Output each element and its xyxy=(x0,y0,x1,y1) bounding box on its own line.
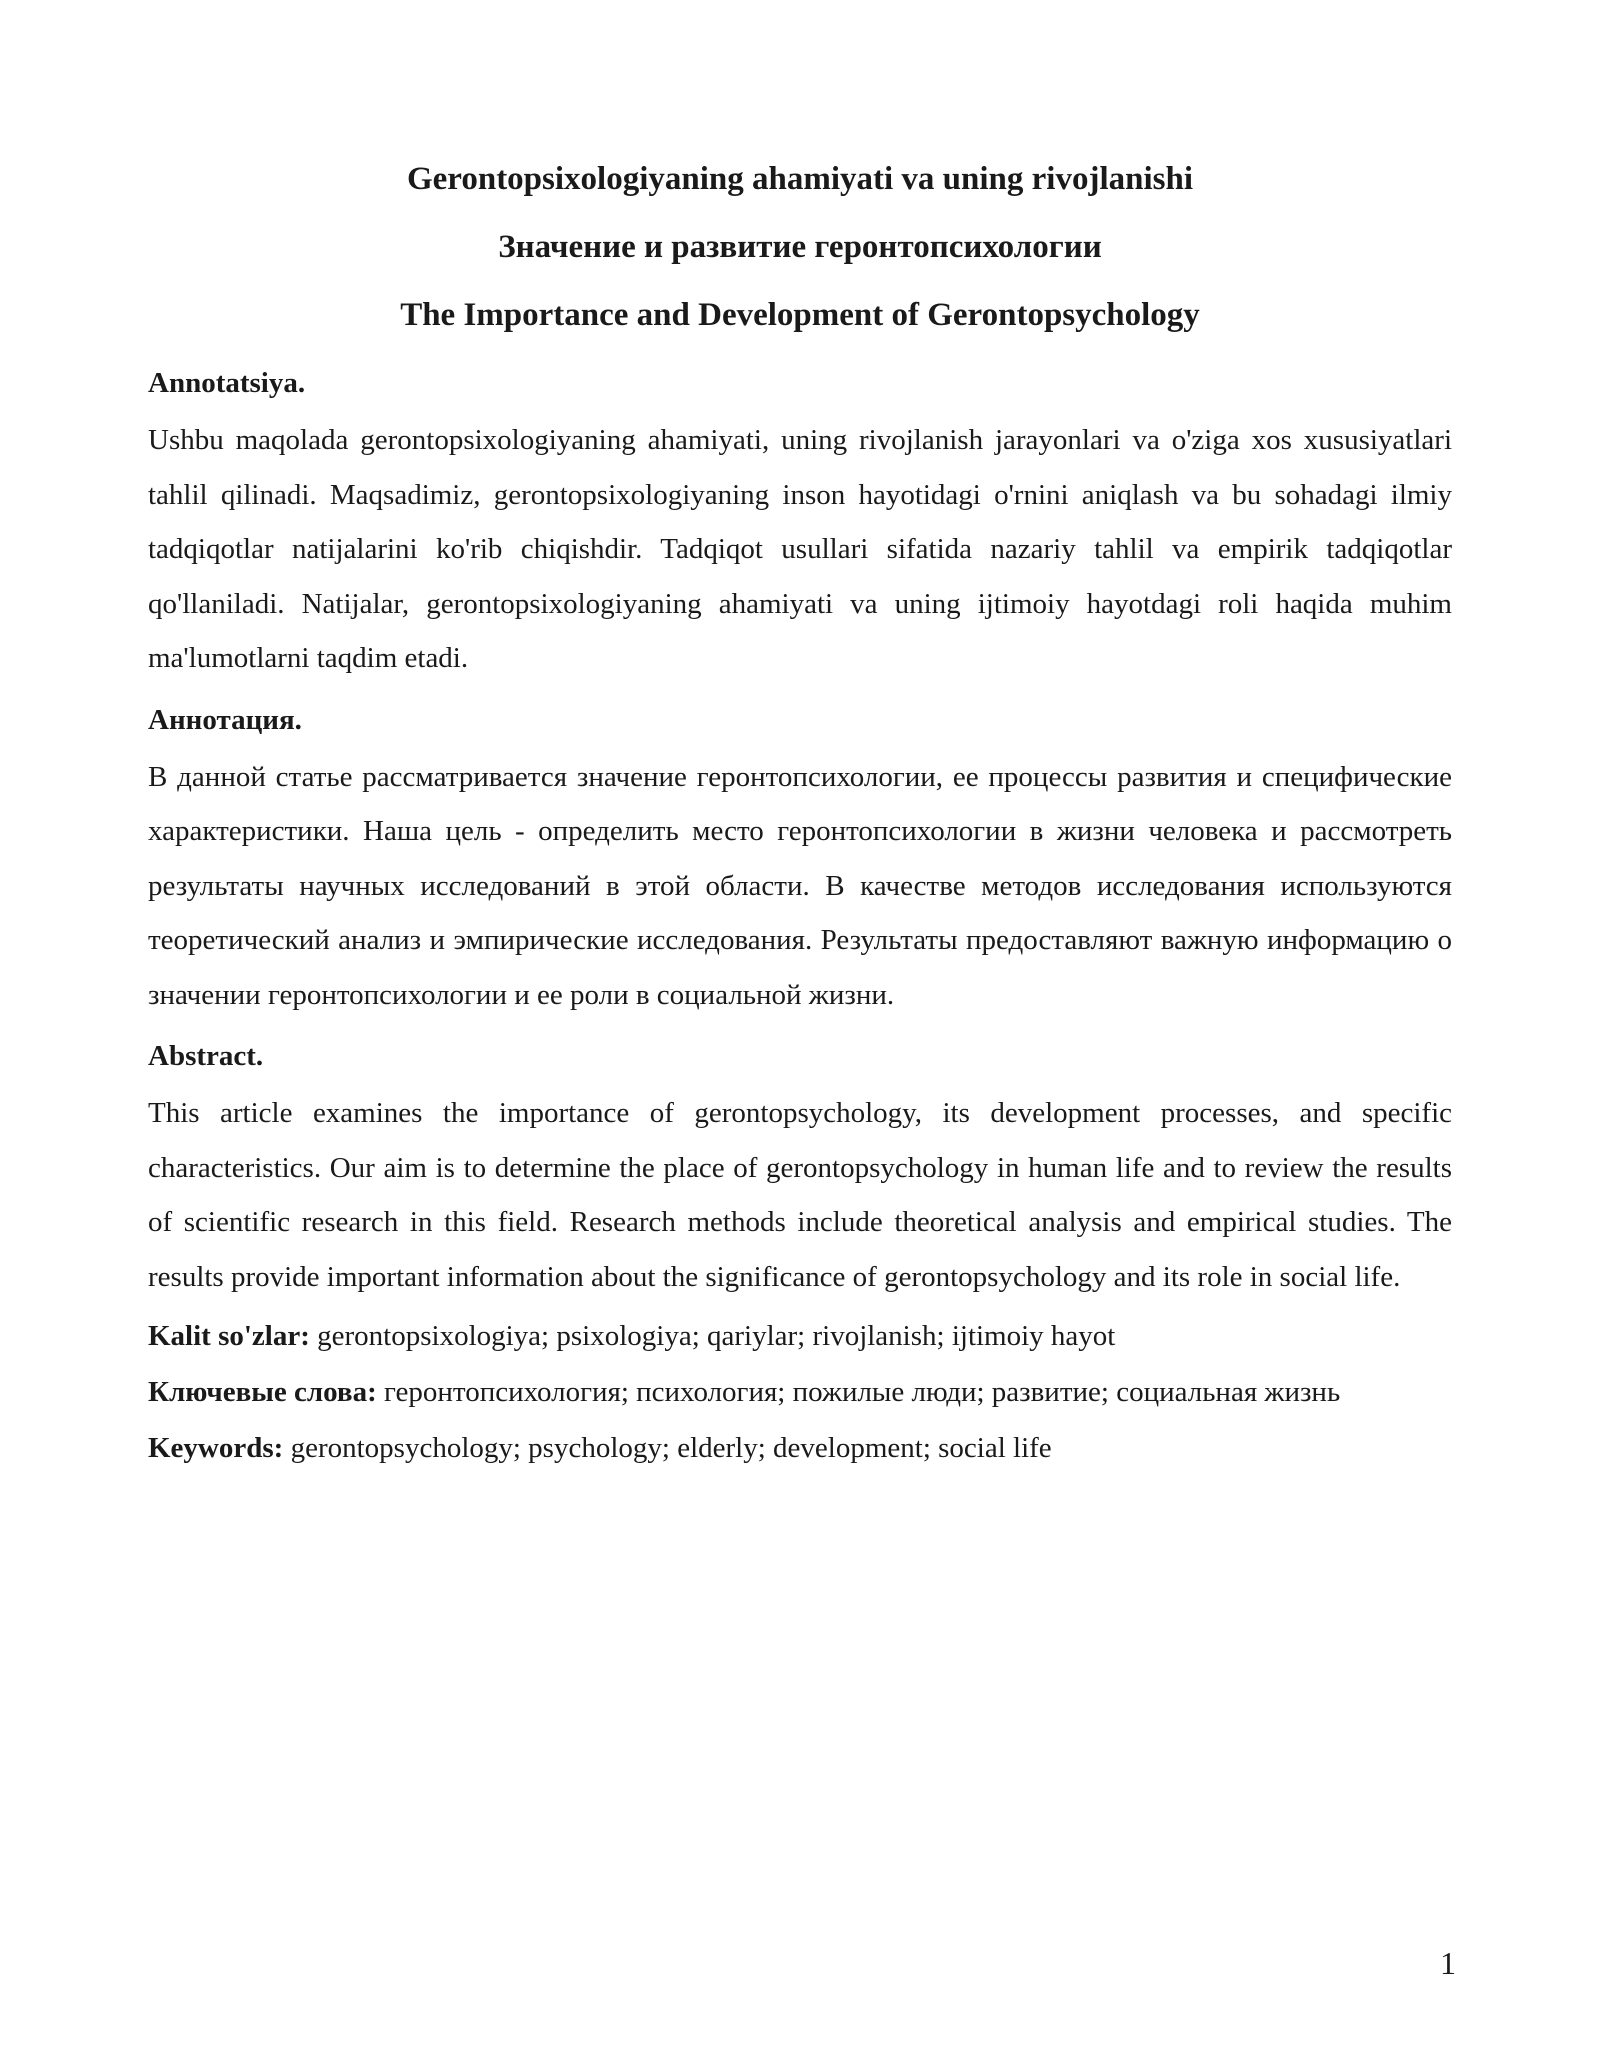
annotation-uzbek-text: Ushbu maqolada gerontopsixologiyaning ahamiyati, uning rivojlanish jarayonlari va o'ziga xos xususiyatlari tahlil qilinadi. Maqsadimiz, gerontopsixologiyaning inson hayotidagi o'rnini aniqlash va bu sohadagi ilmiy tadqiqotlar natijalarini ko'rib chiqishdir. Tadqiqot usullari sifatida nazariy tahlil va empirik tadqiqotlar qo'llaniladi. Natijalar, gerontopsixologiyaning ahamiyati va uning ijtimoiy hayotdagi roli haqida muhim ma'lumotlarni taqdim etadi. xyxy=(148,424,1452,674)
document-page xyxy=(148,145,1452,1476)
keywords-english xyxy=(148,1420,1452,1476)
keywords-uzbek-value: gerontopsixologiya; psixologiya; qariylar; rivojlanish; ijtimoiy hayot xyxy=(309,1320,1116,1352)
keywords-russian-value: геронтопсихология; психология; пожилые люди; развитие; социальная жизнь xyxy=(376,1376,1341,1408)
abstract-english-heading: Abstract. xyxy=(148,1040,264,1072)
keywords-uzbek xyxy=(148,1308,1452,1364)
annotation-uzbek-section xyxy=(148,363,1452,686)
keywords-section xyxy=(148,1308,1452,1476)
title-english: The Importance and Development of Gerontopsychology xyxy=(400,297,1200,333)
keywords-english-value: gerontopsychology; psychology; elderly; development; social life xyxy=(283,1432,1052,1464)
keywords-english-label: Keywords: xyxy=(148,1432,284,1464)
title-uzbek: Gerontopsixologiyaning ahamiyati va uning rivojlanishi xyxy=(406,161,1194,197)
title-russian: Значение и развитие геронтопсихологии xyxy=(498,229,1102,265)
abstract-english-text: This article examines the importance of gerontopsychology, its development processes, and specific characteristics. Our aim is to determine the place of gerontopsychology in human life and to review the results of scientific research in this field. Research methods include theoretical analysis and empirical studies. The results provide important information about the significance of gerontopsychology and its role in social life. xyxy=(148,1097,1452,1293)
keywords-russian-label: Ключевые слова: xyxy=(148,1376,377,1408)
annotation-russian-heading: Аннотация. xyxy=(148,703,302,736)
page-number: 1 xyxy=(1440,1945,1456,1981)
annotation-uzbek-heading: Annotatsiya. xyxy=(148,367,306,399)
annotation-russian-section xyxy=(148,700,1452,1023)
keywords-uzbek-label: Kalit so'zlar: xyxy=(148,1320,310,1352)
keywords-russian xyxy=(148,1364,1452,1420)
annotation-russian-text: В данной статье рассматривается значение геронтопсихологии, ее процессы развития и специфические характеристики. Наша цель - определить место геронтопсихологии в жизни человека и рассмотреть результаты научных исследований в этой области. В качестве методов исследования используются теоретический анализ и эмпирические исследования. Результаты предоставляют важную информацию о значении геронтопсихологии и ее роли в социальной жизни. xyxy=(148,760,1452,1011)
abstract-english-section xyxy=(148,1036,1452,1304)
